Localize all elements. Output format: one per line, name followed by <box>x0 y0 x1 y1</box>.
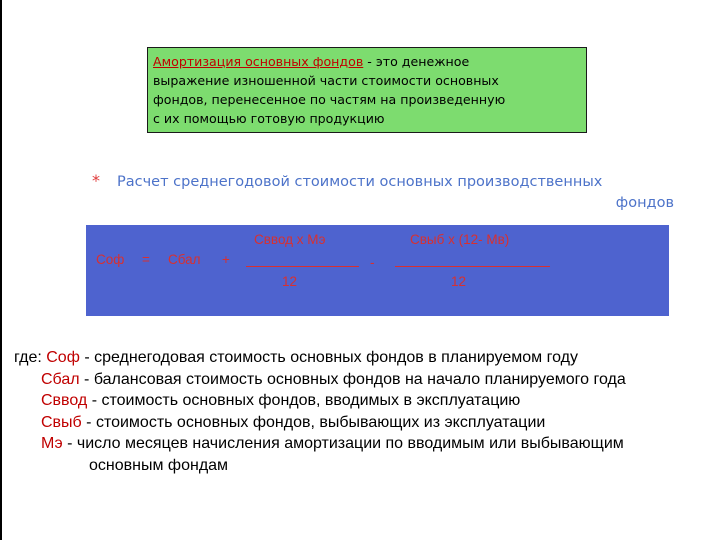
formula-equals: = <box>142 252 150 267</box>
definition-first-line-rest: - это денежное <box>363 54 470 69</box>
legend-text: - стоимость основных фондов, выбывающих из эксплуатации <box>81 413 546 431</box>
formula-box <box>86 225 669 316</box>
legend-symbol: Соф <box>46 349 80 366</box>
legend-text: - среднегодовая стоимость основных фондов в планируемом году <box>79 349 578 366</box>
legend-row <box>14 412 714 434</box>
formula-base: Сбал <box>168 252 201 267</box>
legend-row <box>14 390 714 412</box>
definition-line: выражение изношенной части стоимости основных <box>153 73 499 88</box>
formula-numerator-2: Свыб x (12- Мв) <box>410 232 510 247</box>
legend-row <box>14 433 714 455</box>
slide-left-border <box>0 0 2 540</box>
legend-text: - балансовая стоимость основных фондов на начало планируемого года <box>79 370 626 388</box>
definition-line: фондов, перенесенное по частям на произведенную <box>153 92 506 107</box>
legend <box>14 347 714 476</box>
formula-denominator-2: 12 <box>451 274 467 289</box>
fraction-bar-2 <box>395 266 550 267</box>
fraction-bar-1 <box>246 266 359 267</box>
legend-text: - стоимость основных фондов, вводимых в эксплуатацию <box>87 392 521 409</box>
formula-lhs: Соф <box>96 252 125 267</box>
heading-line-1: Расчет среднегодовой стоимости основных производственных <box>117 174 603 190</box>
legend-text: - число месяцев начисления амортизации по вводимым или выбывающим <box>62 435 624 452</box>
definition-first-line <box>153 54 469 69</box>
heading-line-2: фондов <box>615 195 674 211</box>
formula-minus: - <box>370 255 375 270</box>
legend-symbol: Мэ <box>41 435 63 452</box>
legend-prefix: где: <box>14 349 42 366</box>
formula-denominator-1: 12 <box>282 274 298 289</box>
legend-continuation: основным фондам <box>89 456 229 474</box>
definition-line: с их помощью готовую продукцию <box>153 111 385 126</box>
legend-row <box>14 347 714 369</box>
legend-row <box>14 369 714 391</box>
formula-numerator-1: Сввод x Мэ <box>254 232 326 247</box>
definition-term: Амортизация основных фондов <box>153 54 364 69</box>
formula-plus: + <box>222 252 230 267</box>
legend-symbol: Свыб <box>41 413 82 431</box>
bullet-star-icon: * <box>92 171 100 190</box>
definition-box <box>147 47 587 133</box>
legend-symbol: Сввод <box>41 392 88 409</box>
legend-symbol: Сбал <box>41 370 80 388</box>
